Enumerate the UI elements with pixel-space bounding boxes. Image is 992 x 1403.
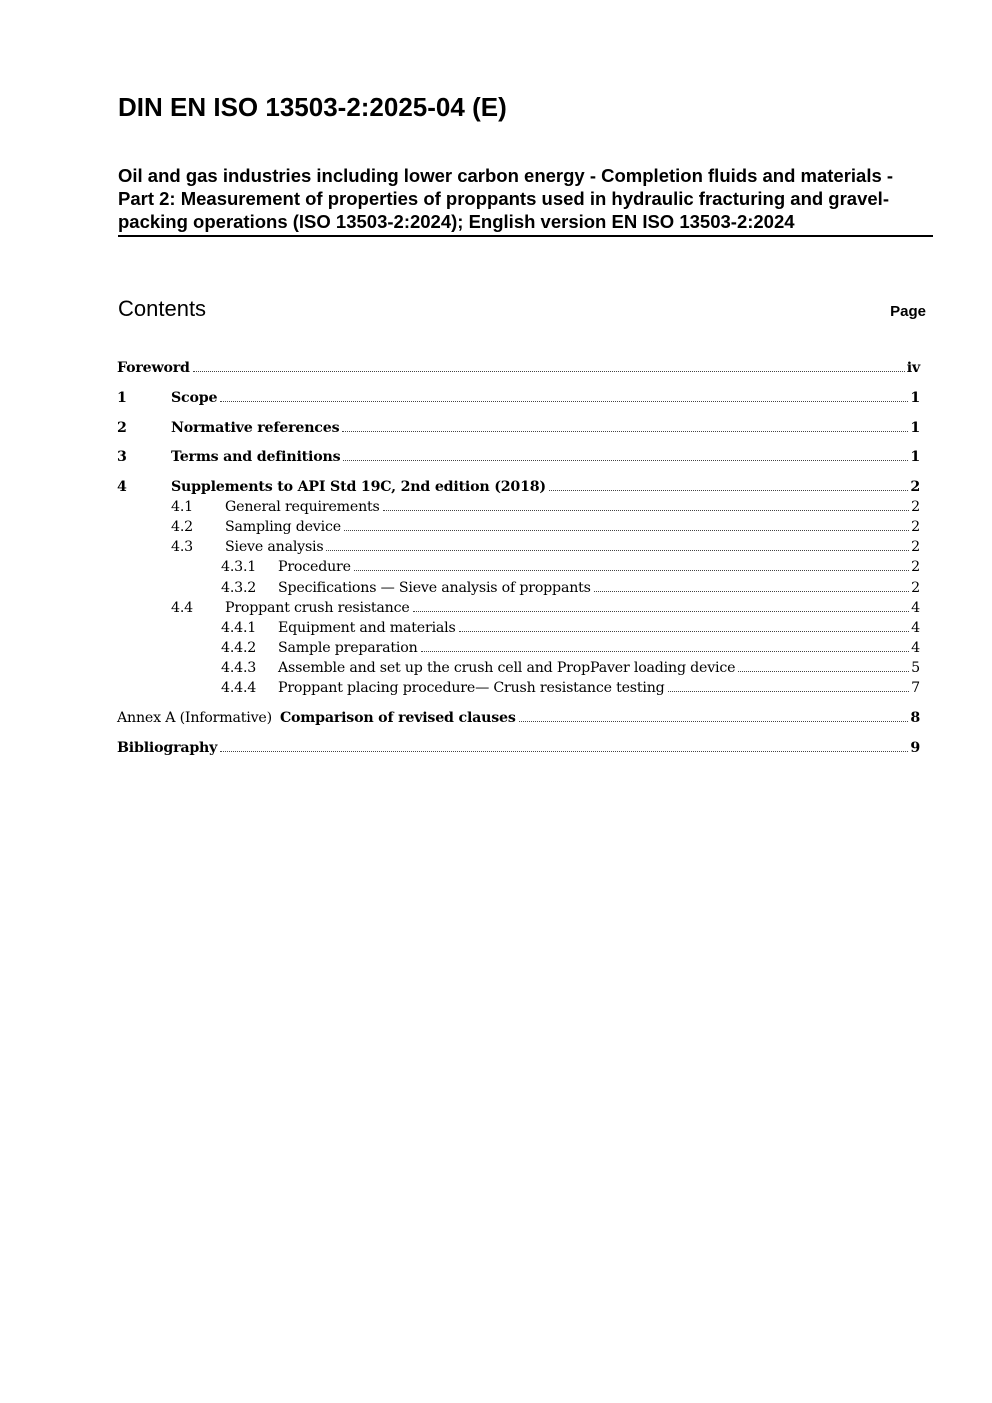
dot-leader	[220, 751, 908, 752]
dot-leader	[326, 550, 909, 551]
toc-entry-4-3-1[interactable]	[221, 557, 920, 577]
toc-entry-title: General requirements	[225, 499, 380, 515]
toc-entry-title: Sampling device	[225, 519, 341, 535]
toc-entry-page: 2	[911, 519, 920, 535]
toc-entry-number: 1	[117, 390, 127, 406]
dot-leader	[342, 431, 908, 432]
toc-entry-page: 4	[911, 620, 920, 636]
toc-entry-title: Bibliography	[117, 740, 218, 756]
toc-entry-page: 5	[911, 660, 920, 676]
toc-entry-page: iv	[906, 360, 920, 376]
toc-entry-4-4-1[interactable]	[221, 618, 920, 638]
document-title: Oil and gas industries including lower carbon energy - Completion fluids and materials - Part 2: Measurement of properties of proppants used in hydraulic fracturing and gravel-packing operations (ISO 13503-2:2024); English version EN ISO 13503-2:2024	[118, 164, 933, 237]
toc-entry-number: 3	[117, 449, 127, 465]
toc-entry-number: 4.4.3	[221, 660, 257, 676]
toc-entry-page: 2	[910, 479, 920, 495]
toc-entry-supplements[interactable]	[117, 477, 920, 497]
dot-leader	[354, 570, 909, 571]
dot-leader	[343, 460, 908, 461]
toc-entry-number: 4.1	[171, 499, 193, 515]
page-column-label: Page	[890, 303, 926, 320]
toc-entry-title: Specifications — Sieve analysis of proppants	[278, 580, 591, 596]
toc-entry-4-3[interactable]	[171, 537, 920, 557]
toc-entry-number: 4.4	[171, 600, 193, 616]
toc-entry-number: 4.2	[171, 519, 193, 535]
toc-entry-title: Proppant placing procedure— Crush resistance testing	[278, 680, 665, 696]
toc-entry-page: 9	[910, 740, 920, 756]
toc-entry-bibliography[interactable]	[117, 738, 920, 758]
toc-entry-4-4-4[interactable]	[221, 678, 920, 698]
toc-entry-4-4-2[interactable]	[221, 638, 920, 658]
toc-entry-number: 4	[117, 479, 127, 495]
toc-entry-number: 4.3.2	[221, 580, 257, 596]
toc-entry-title: Scope	[171, 390, 218, 406]
dot-leader	[738, 671, 909, 672]
dot-leader	[421, 651, 910, 652]
toc-entry-4-4[interactable]	[171, 598, 920, 618]
toc-entry-scope[interactable]	[117, 388, 920, 408]
toc-entry-page: 2	[911, 580, 920, 596]
contents-heading: Contents	[118, 296, 207, 321]
toc-entry-title: Foreword	[117, 360, 190, 376]
toc-entry-title: Proppant crush resistance	[225, 600, 410, 616]
toc-entry-title: Normative references	[171, 420, 340, 436]
toc-entry-number: 4.4.2	[221, 640, 257, 656]
dot-leader	[193, 371, 905, 372]
toc-entry-number: 2	[117, 420, 127, 436]
toc-entry-title: Supplements to API Std 19C, 2nd edition (2018)	[171, 479, 546, 495]
toc-entry-number: 4.3.1	[221, 559, 257, 575]
toc-entry-number: 4.3	[171, 539, 193, 555]
dot-leader	[668, 691, 910, 692]
toc-entry-annex-label: Annex A (Informative)	[117, 710, 272, 726]
toc-entry-title: Sieve analysis	[225, 539, 324, 555]
dot-leader	[344, 530, 909, 531]
toc-entry-page: 2	[911, 559, 920, 575]
toc-entry-4-1[interactable]	[171, 497, 920, 517]
toc-entry-normative-references[interactable]	[117, 418, 920, 438]
toc-entry-terms-and-definitions[interactable]	[117, 447, 920, 467]
dot-leader	[383, 510, 910, 511]
toc-entry-4-3-2[interactable]	[221, 578, 920, 598]
dot-leader	[519, 721, 909, 722]
toc-entry-page: 8	[910, 710, 920, 726]
toc-entry-title: Comparison of revised clauses	[279, 710, 516, 726]
document-id: DIN EN ISO 13503-2:2025-04 (E)	[118, 92, 507, 122]
toc-entry-foreword[interactable]	[117, 358, 920, 378]
toc-entry-number: 4.4.1	[221, 620, 257, 636]
dot-leader	[413, 611, 910, 612]
toc-entry-number: 4.4.4	[221, 680, 257, 696]
toc-entry-4-2[interactable]	[171, 517, 920, 537]
toc-entry-page: 1	[910, 449, 920, 465]
toc-entry-page: 2	[911, 539, 920, 555]
toc-entry-title: Terms and definitions	[171, 449, 341, 465]
dot-leader	[549, 490, 908, 491]
toc-entry-page: 4	[911, 600, 920, 616]
toc-entry-page: 4	[911, 640, 920, 656]
toc-entry-title: Assemble and set up the crush cell and PropPaver loading device	[278, 660, 736, 676]
dot-leader	[459, 631, 910, 632]
toc-entry-title: Sample preparation	[278, 640, 418, 656]
dot-leader	[594, 591, 909, 592]
dot-leader	[220, 401, 908, 402]
toc-entry-page: 7	[911, 680, 920, 696]
toc-entry-page: 1	[910, 390, 920, 406]
toc-entry-title: Procedure	[278, 559, 351, 575]
toc-entry-title: Equipment and materials	[278, 620, 456, 636]
toc-entry-4-4-3[interactable]	[221, 658, 920, 678]
toc-entry-page: 2	[911, 499, 920, 515]
toc-entry-page: 1	[910, 420, 920, 436]
toc-entry-annex-a[interactable]	[117, 708, 920, 728]
